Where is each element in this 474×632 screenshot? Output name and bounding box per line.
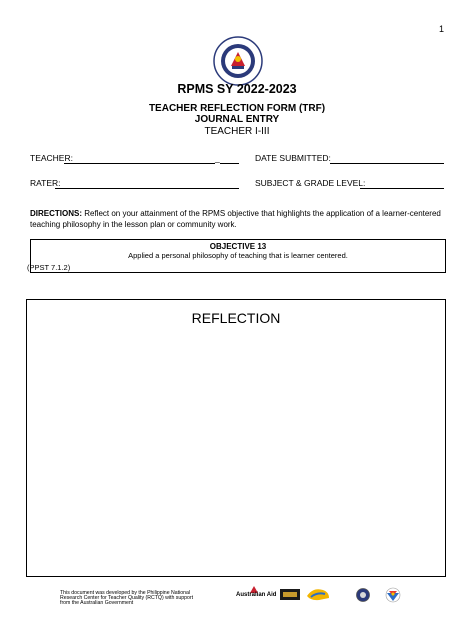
footer-text: This document was developed by the Philippine National Research Center for Teacher Quality (RCTQ) with support from the Australian Government bbox=[60, 590, 194, 606]
philippines-logo bbox=[380, 587, 406, 603]
journal-entry-label: JOURNAL ENTRY bbox=[194, 114, 280, 125]
seal-logo bbox=[356, 588, 370, 602]
page-number: 1 bbox=[438, 24, 444, 34]
form-title: RPMS SY 2022-2023 bbox=[177, 82, 297, 96]
une-logo-mark bbox=[283, 592, 297, 597]
directions bbox=[30, 208, 450, 230]
subject-grade-label: SUBJECT & GRADE LEVEL: bbox=[255, 178, 366, 188]
reflection-title: REFLECTION bbox=[191, 310, 281, 326]
directions-label: DIRECTIONS: bbox=[30, 209, 82, 218]
australian-aid-label: Australian Aid bbox=[236, 592, 277, 598]
teacher-label: TEACHER: bbox=[30, 153, 73, 163]
rater-label: RATER: bbox=[30, 178, 61, 188]
australian-aid-logo bbox=[236, 588, 277, 602]
teacher-field[interactable] bbox=[64, 163, 215, 164]
reflection-box[interactable] bbox=[26, 299, 446, 577]
rctq-logo bbox=[305, 586, 331, 602]
teacher-level-label: TEACHER I-III bbox=[204, 126, 270, 137]
objective-description: Applied a personal philosophy of teaching that is learner centered. bbox=[128, 251, 348, 260]
objective-code: (PPST 7.1.2) bbox=[27, 263, 71, 272]
directions-text: Reflect on your attainment of the RPMS objective that highlights the application of a learner-centered teaching philosophy in the lesson plan or community work. bbox=[30, 209, 441, 229]
teacher-field-extension bbox=[220, 163, 239, 164]
date-submitted-label: DATE SUBMITTED: bbox=[255, 153, 331, 163]
deped-seal-icon bbox=[213, 36, 263, 86]
form-subtitle: TEACHER REFLECTION FORM (TRF) bbox=[148, 103, 326, 114]
rater-field[interactable] bbox=[55, 188, 239, 189]
subject-grade-field[interactable] bbox=[360, 188, 444, 189]
objective-title: OBJECTIVE 13 bbox=[209, 242, 267, 251]
teacher-field-suffix: _ bbox=[215, 153, 220, 163]
objective-box bbox=[27, 239, 446, 273]
date-submitted-field[interactable] bbox=[330, 163, 444, 164]
une-logo bbox=[280, 589, 300, 600]
